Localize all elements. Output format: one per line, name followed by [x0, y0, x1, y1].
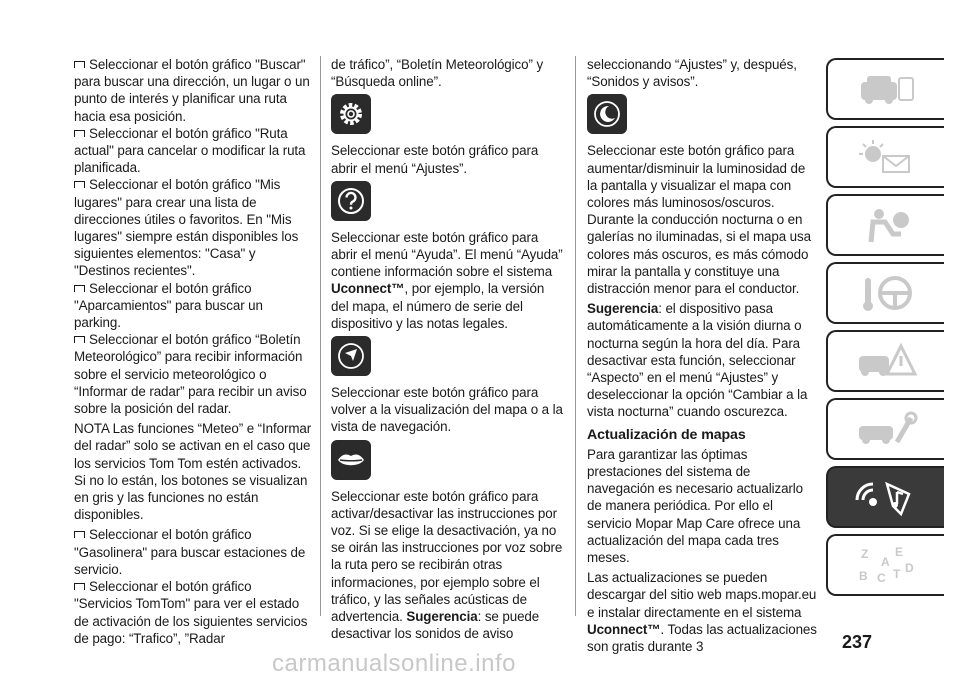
column-2: [331, 56, 563, 645]
column-divider: [575, 56, 576, 616]
index-letter: C: [877, 571, 886, 585]
list-item: [74, 578, 312, 647]
list-item-text: Seleccionar el botón gráfico "Servicios TomTom" para ver el estado de activación de los siguientes servicios de pago: “Trafico”, ”Radar: [74, 579, 308, 646]
index-letter: E: [895, 545, 904, 559]
bullet-icon: [74, 583, 85, 590]
airbag-seat-icon: [853, 204, 919, 246]
bullet-icon: [74, 285, 85, 292]
list-item-text: Seleccionar el botón gráfico "Buscar" para buscar una dirección, un lugar o un punto de interés y planificar una ruta hacia esa posición.: [74, 57, 310, 124]
key-steering-icon: [853, 272, 919, 314]
multimedia-active-icon: [853, 476, 919, 518]
wrench-car-icon: [853, 408, 919, 450]
lips-icon: [335, 445, 367, 475]
bullet-icon: [74, 130, 85, 137]
watermark: carmanualsonline.info: [272, 650, 516, 677]
lights-message-icon: [853, 136, 919, 178]
intro-text: seleccionando “Ajustes” y, después, “Sonidos y avisos”.: [587, 57, 797, 90]
moon-icon: [592, 99, 622, 129]
list-item-text: Seleccionar el botón gráfico "Aparcamientos" para buscar un parking.: [74, 280, 263, 331]
column-1: [74, 56, 312, 647]
voice-text-part: Seleccionar este botón gráfico para activar/desactivar las instrucciones por voz. Si se elige la desactivación, ya no se oirán las instrucciones por voz sobre la ruta pero se recibirán otras informaciones, por ejemplo sobre el tráfico, y las señales acústicas de advertencia.: [331, 488, 563, 625]
bullet-icon: [74, 61, 85, 68]
index-letter: B: [859, 569, 868, 583]
list-item-text: Seleccionar el botón gráfico "Mis lugares" para crear una lista de direcciones útiles o favoritos. En "Mis lugares" siempre están disponibles los siguientes elementos: "Casa" y "Destinos recientes".: [74, 177, 299, 279]
list-item-text: Seleccionar el botón gráfico “Boletín Meteorológico” para recibir información sobre el servicio meteorológico o “Informar de radar” para recibir un aviso sobre la posición del radar.: [74, 332, 307, 417]
night-mode-button-icon: [587, 94, 627, 134]
column-3: [587, 56, 819, 658]
voice-button-icon: [331, 440, 371, 480]
settings-button-icon: [331, 94, 371, 134]
help-text: [331, 229, 563, 332]
night-hint: [587, 300, 819, 420]
hint-text: : el dispositivo pasa automáticamente a la visión diurna o nocturna según la hora del día. Para desactivar esta función, seleccionar “Aspecto” en el menú “Ajustes” y deseleccionar la opción “Cambiar a la vista nocturna” cuando oscurezca.: [587, 301, 808, 420]
intro-text: de tráfico”, “Boletín Meteorológico” y “Búsqueda online”.: [331, 57, 544, 90]
back-text: Seleccionar este botón gráfico para volver a la visualización del mapa o a la vista de navegación.: [331, 385, 563, 435]
update-text-part: . Todas las actualizaciones son gratis durante 3: [587, 621, 817, 655]
list-item: [74, 331, 312, 417]
index-letter: T: [893, 567, 901, 581]
back-button-icon: [331, 336, 371, 376]
bullet-icon: [74, 336, 85, 343]
night-text: Seleccionar este botón gráfico para aumentar/disminuir la luminosidad de la pantalla y visualizar el mapa con colores más luminosos/oscuros. Durante la conducción nocturna o en galerías no iluminadas, si el mapa usa colores más oscuros, es más cómodo mirar la pantalla y constituye una distracción menor para el conductor.: [587, 143, 811, 297]
list-item: [74, 125, 312, 177]
tab-multimedia[interactable]: [826, 466, 944, 528]
tab-dashboard[interactable]: [826, 58, 944, 120]
update-paragraph: [587, 569, 819, 655]
tab-index[interactable]: [826, 534, 944, 596]
voice-text: [331, 488, 563, 643]
help-button-icon: [331, 181, 371, 221]
update-paragraph: Para garantizar las óptimas prestaciones del sistema de navegación es necesario actualizarlo de manera periódica. Por ello el servicio Mopar Map Care ofrece una actualización del mapa cada tres meses.: [587, 446, 803, 566]
tab-starting[interactable]: [826, 262, 944, 324]
list-item: [74, 526, 312, 578]
tab-emergency[interactable]: [826, 330, 944, 392]
settings-text: Seleccionar este botón gráfico para abrir el menú “Ajustes”.: [331, 143, 539, 176]
list-item: [74, 56, 312, 125]
bullet-icon: [74, 531, 85, 538]
chapter-tabs: [826, 58, 950, 602]
page-number: 237: [842, 632, 873, 652]
gear-icon: [336, 99, 366, 129]
arrow-icon: [336, 341, 366, 371]
index-letters-icon: [853, 544, 919, 586]
hint-label: Sugerencia: [406, 609, 478, 625]
question-icon: [336, 186, 366, 216]
note-text: NOTA Las funciones “Meteo” e “Informar del radar” solo se activan en el caso que los servicios Tom Tom estén activados. Si no lo están, los botones se visualizan en gris y las funciones no están disponibles.: [74, 421, 312, 523]
index-letter: A: [881, 555, 890, 569]
hint-label: Sugerencia: [587, 301, 659, 317]
brand-name: Uconnect™: [331, 281, 405, 297]
car-dashboard-icon: [853, 68, 919, 110]
section-title: Actualización de mapas: [587, 426, 746, 443]
help-text-part: Seleccionar este botón gráfico para abrir el menú “Ayuda”. El menú “Ayuda” contiene información sobre el sistema: [331, 229, 563, 280]
tab-safety[interactable]: [826, 194, 944, 256]
warning-car-icon: [853, 340, 919, 382]
update-text-part: Las actualizaciones se pueden descargar del sitio web maps.mopar.eu e instalar directamente en el sistema: [587, 570, 817, 620]
tab-maintenance[interactable]: [826, 398, 944, 460]
index-letter: D: [905, 561, 914, 575]
list-item: [74, 280, 312, 332]
list-item-text: Seleccionar el botón gráfico "Gasolinera" para buscar estaciones de servicio.: [74, 527, 306, 577]
tab-lights[interactable]: [826, 126, 944, 188]
help-text-part: , por ejemplo, la versión del mapa, el número de serie del dispositivo y las notas legales.: [331, 281, 545, 331]
list-item: [74, 176, 312, 279]
list-item-text: Seleccionar el botón gráfico "Ruta actual" para cancelar o modificar la ruta planificada.: [74, 125, 306, 176]
voice-text-part: : se puede desactivar los sonidos de aviso: [331, 609, 540, 642]
bullet-icon: [74, 181, 85, 188]
column-divider: [320, 56, 321, 616]
brand-name: Uconnect™: [587, 621, 661, 637]
index-letter: Z: [861, 547, 869, 561]
